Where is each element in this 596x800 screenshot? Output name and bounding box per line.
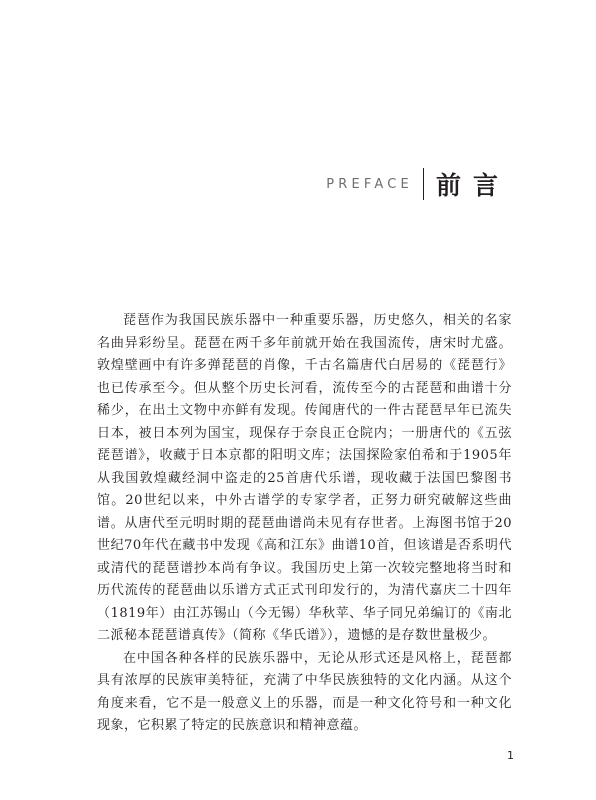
heading-divider	[423, 168, 424, 200]
paragraph-2: 在中国各种各样的民族乐器中，无论从形式还是风格上，琵琶都具有浓厚的民族审美特征，充满了中华民族独特的文化内涵。从这个角度来看，它不是一般意义上的乐器，而是一种文化符号和一种文化现象，它积累了特定的民族意识和精神意蕴。	[97, 650, 512, 733]
preface-heading	[326, 166, 510, 202]
page-number: 1	[507, 749, 514, 762]
paragraph-1: 琵琶作为我国民族乐器中一种重要乐器，历史悠久，相关的名家名曲异彩纷呈。琵琶在两千多年前就开始在我国流传，唐宋时尤盛。敦煌壁画中有许多弹琵琶的肖像，千古名篇唐代白居易的《琵琶行》也已传承至今。但从整个历史长河看，流传至今的古琵琶和曲谱十分稀少，在出土文物中亦鲜有发现。传闻唐代的一件古琵琶早年已流失日本，被日本列为国宝，现保存于奈良正仓院内；一册唐代的《五弦琵琶谱》，收藏于日本京都的阳明文库；法国探险家伯希和于1905年从我国敦煌藏经洞中盗走的25首唐代乐谱，现收藏于法国巴黎图书馆。20世纪以来，中外古谱学的专家学者，正努力研究破解这些曲谱。从唐代至元明时期的琵琶曲谱尚未见有存世者。上海图书馆于20世纪70年代在藏书中发现《高和江东》曲谱10首，但该谱是否系明代或清代的琵琶谱抄本尚有争议。我国历史上第一次较完整地将当时和历代流传的琵琶曲以乐谱方式正式刊印发行的，为清代嘉庆二十四年（1819年）由江苏锡山（今无锡）华秋苹、华子同兄弟编订的《南北二派秘本琵琶谱真传》（简称《华氏谱》），遗憾的是存数世量极少。	[97, 313, 512, 643]
heading-english: PREFACE	[326, 176, 413, 192]
preface-body	[97, 310, 512, 738]
heading-chinese: 前言	[435, 171, 510, 200]
